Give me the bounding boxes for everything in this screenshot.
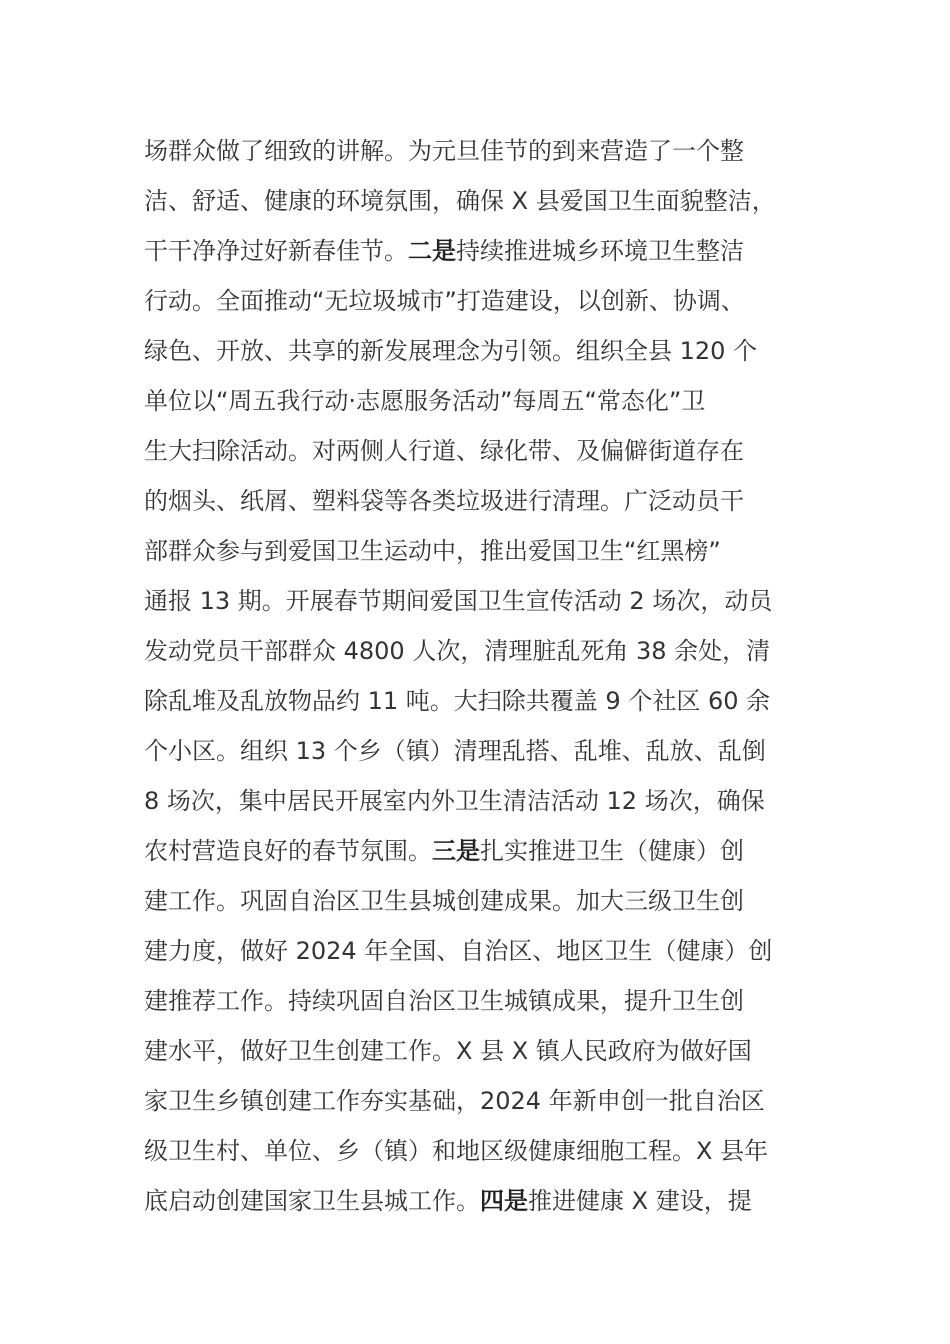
text-line xyxy=(144,229,814,279)
text-line: 建推荐工作。持续巩固自治区卫生城镇成果，提升卫生创 xyxy=(144,987,744,1015)
text-line: 建水平，做好卫生创建工作。X 县 X 镇人民政府为做好国 xyxy=(144,1037,752,1065)
bold-marker: 二是 xyxy=(408,237,456,265)
text-line: 绿色、开放、共享的新发展理念为引领。组织全县 120 个 xyxy=(144,337,758,365)
body-paragraph xyxy=(144,129,814,1229)
text-line: 建力度，做好 2024 年全国、自治区、地区卫生（健康）创 xyxy=(144,937,773,965)
text-line xyxy=(144,1179,814,1229)
text-run: 农村营造良好的春节氛围。 xyxy=(144,837,432,865)
text-line: 洁、舒适、健康的环境氛围，确保 X 县爱国卫生面貌整洁， xyxy=(144,187,776,215)
text-line: 个小区。组织 13 个乡（镇）清理乱搭、乱堆、乱放、乱倒 xyxy=(144,737,766,765)
text-line: 除乱堆及乱放物品约 11 吨。大扫除共覆盖 9 个社区 60 余 xyxy=(144,687,771,715)
text-line: 发动党员干部群众 4800 人次，清理脏乱死角 38 余处，清 xyxy=(144,637,771,665)
text-run: 底启动创建国家卫生县城工作。 xyxy=(144,1187,480,1215)
text-line: 家卫生乡镇创建工作夯实基础，2024 年新申创一批自治区 xyxy=(144,1087,765,1115)
text-run: 干干净净过好新春佳节。 xyxy=(144,237,408,265)
text-line: 单位以“周五我行动·志愿服务活动”每周五“常态化”卫 xyxy=(144,387,706,415)
text-line: 部群众参与到爱国卫生运动中，推出爱国卫生“红黑榜” xyxy=(144,537,721,565)
text-run: 持续推进城乡环境卫生整洁 xyxy=(456,237,744,265)
text-line: 场群众做了细致的讲解。为元旦佳节的到来营造了一个整 xyxy=(144,137,744,165)
bold-marker: 四是 xyxy=(480,1187,528,1215)
text-line: 行动。全面推动“无垃圾城市”打造建设，以创新、协调、 xyxy=(144,287,745,315)
text-run: 推进健康 X 建设，提 xyxy=(528,1187,752,1215)
text-line: 生大扫除活动。对两侧人行道、绿化带、及偏僻街道存在 xyxy=(144,437,744,465)
text-line: 级卫生村、单位、乡（镇）和地区级健康细胞工程。X 县年 xyxy=(144,1137,769,1165)
bold-marker: 三是 xyxy=(432,837,480,865)
text-line: 的烟头、纸屑、塑料袋等各类垃圾进行清理。广泛动员干 xyxy=(144,487,744,515)
text-line: 通报 13 期。开展春节期间爱国卫生宣传活动 2 场次，动员 xyxy=(144,587,773,615)
text-line xyxy=(144,829,814,879)
text-run: 扎实推进卫生（健康）创 xyxy=(480,837,744,865)
text-line: 8 场次，集中居民开展室内外卫生清洁活动 12 场次，确保 xyxy=(144,787,765,815)
text-line: 建工作。巩固自治区卫生县城创建成果。加大三级卫生创 xyxy=(144,887,744,915)
